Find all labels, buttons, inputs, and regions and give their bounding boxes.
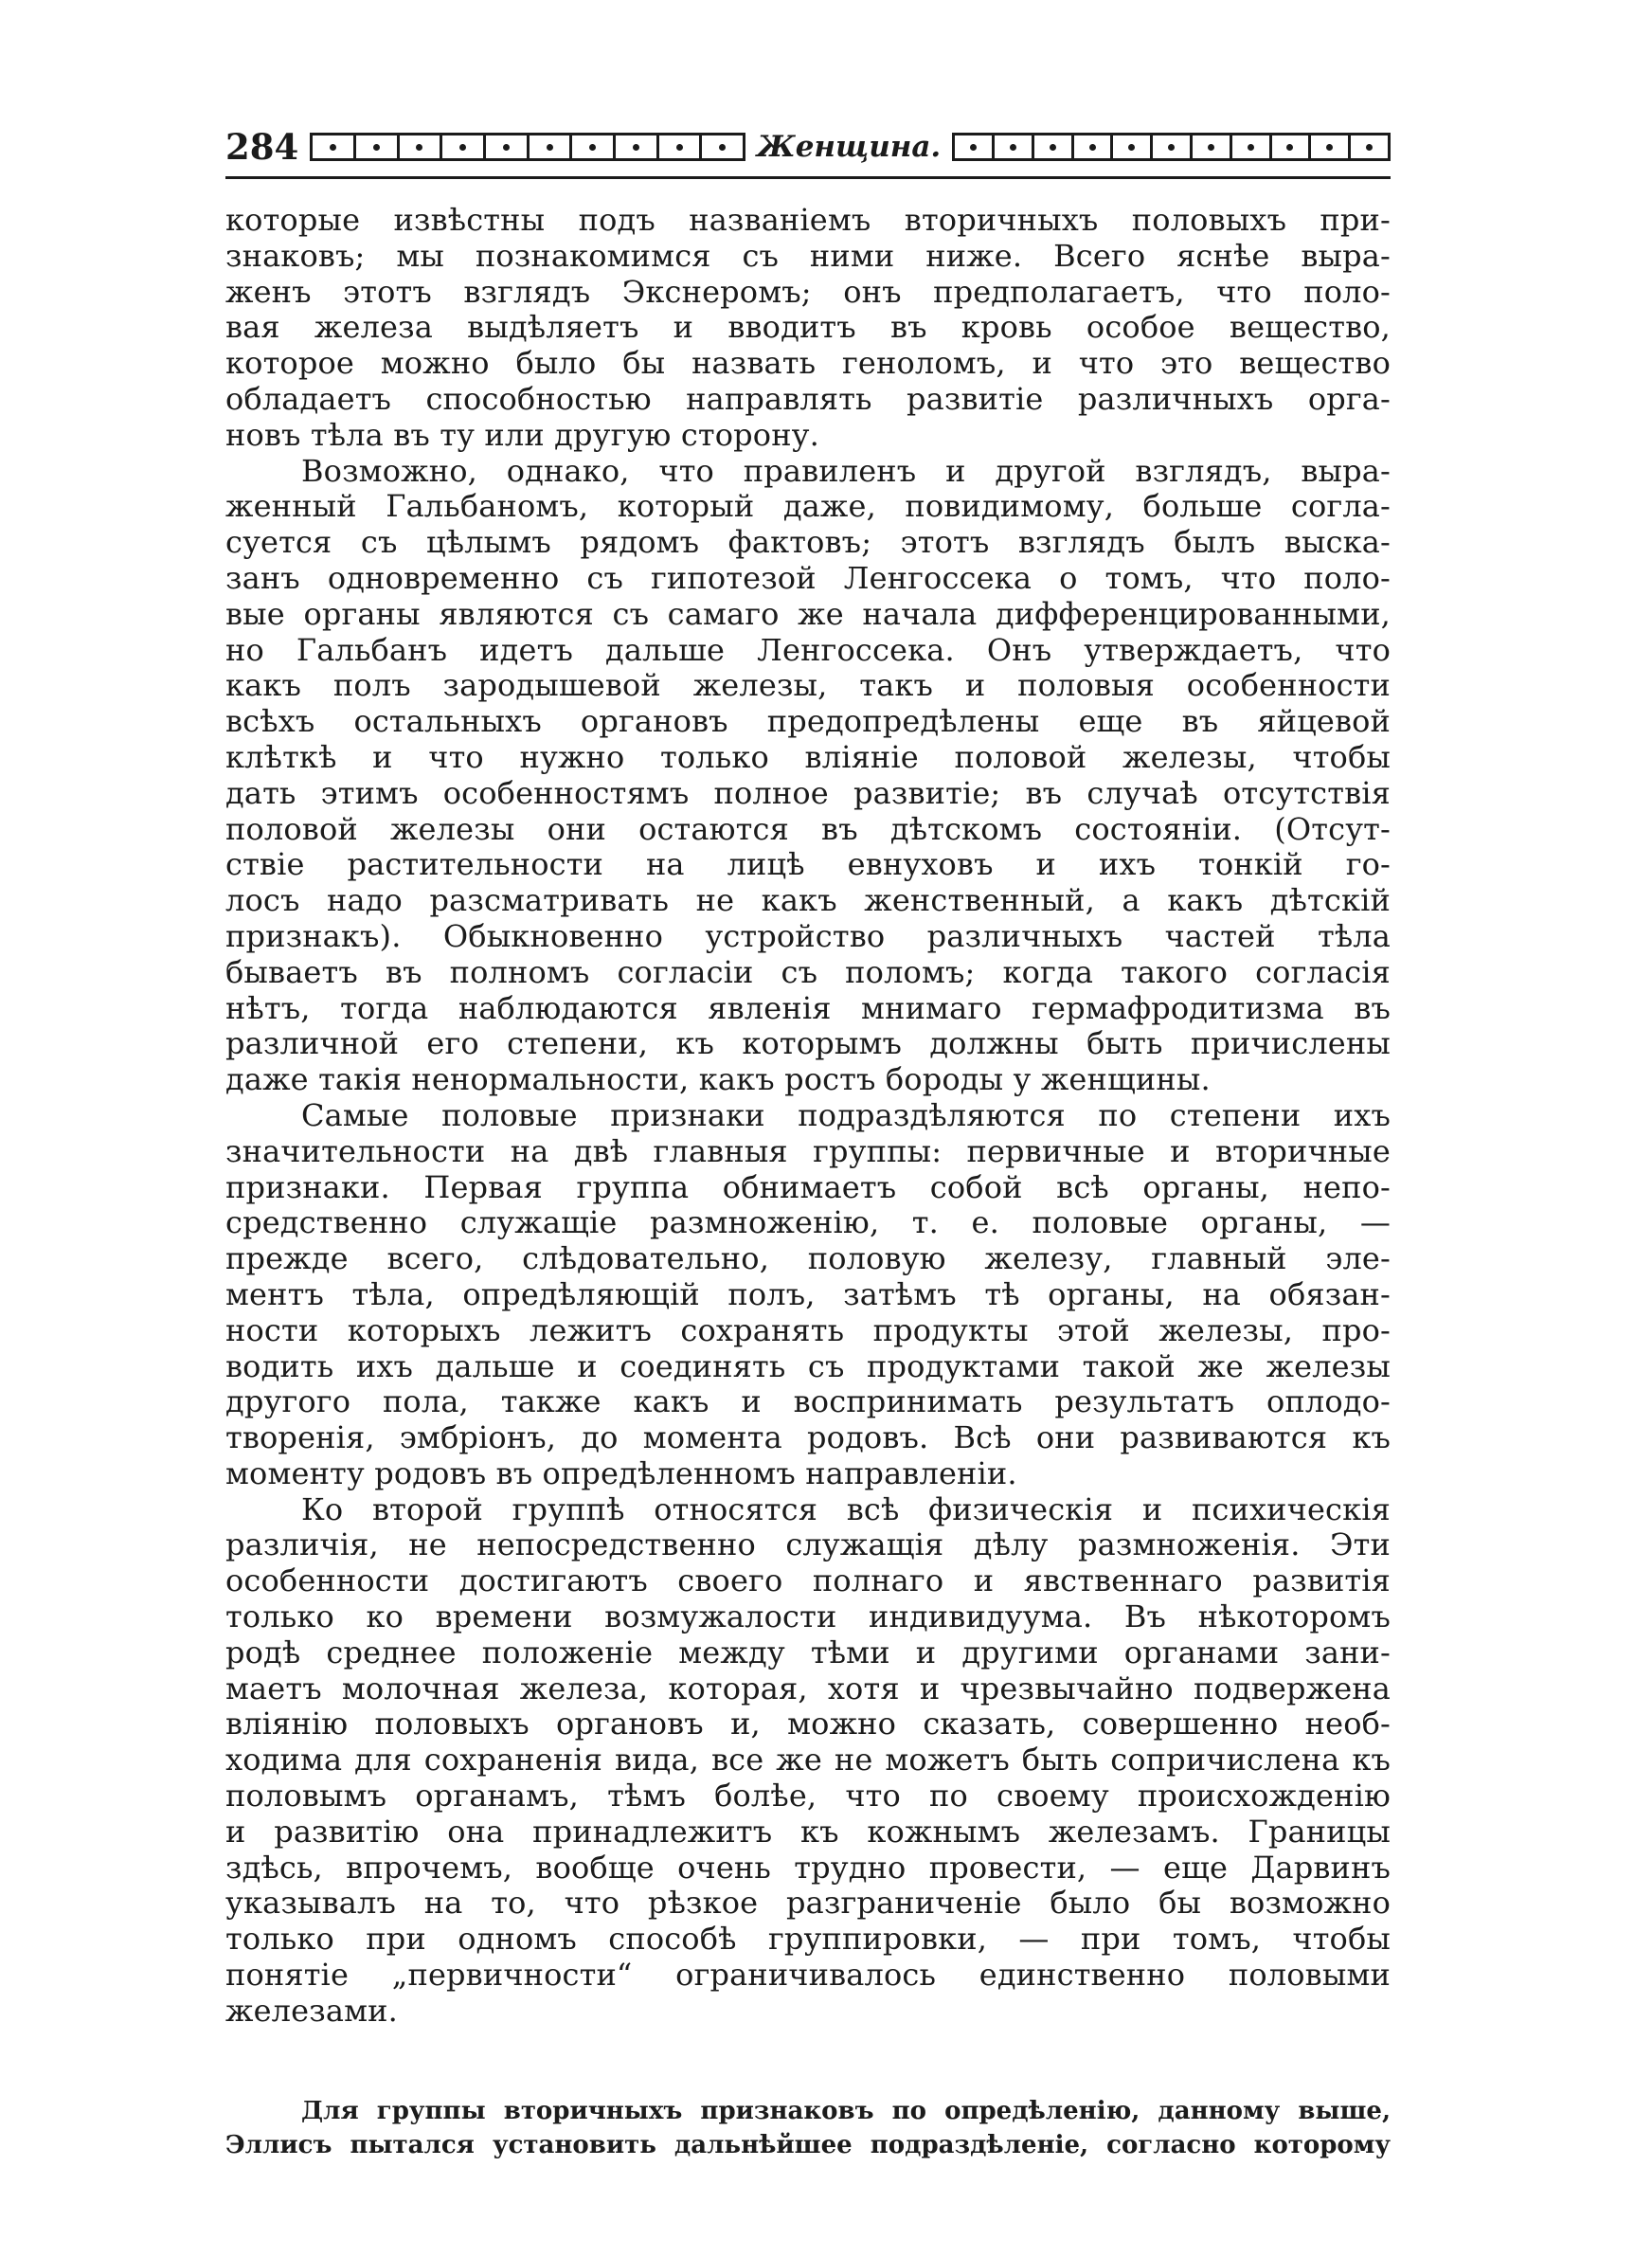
text-line: только при одномъ способѣ группировки, — при томъ, чтобы — [225, 1921, 1391, 1958]
text-line: признакъ). Обыкновенно устройство различныхъ частей тѣла — [225, 917, 1391, 954]
text-line: средственно служащіе размноженію, т. е. половые органы, — — [225, 1204, 1391, 1241]
text-line: занъ одновременно съ гипотезой Ленгоссека о томъ, что поло- — [225, 559, 1391, 596]
text-line: и развитію она принадлежитъ къ кожнымъ железамъ. Границы — [225, 1813, 1391, 1850]
footnote-line: Эллисъ пытался установить дальнѣйшее подраздѣленіе, согласно которому — [225, 2131, 1391, 2159]
text-line: железами. — [225, 1992, 398, 2029]
footnote-line: Для группы вторичныхъ признаковъ по опредѣленію, данному выше, — [301, 2097, 1391, 2125]
footnote — [225, 2094, 1391, 2162]
text-line: моменту родовъ въ опредѣленномъ направленіи. — [225, 1454, 1017, 1491]
text-line: ствіе растительности на лицѣ евнуховъ и ихъ тонкій го- — [225, 846, 1391, 883]
text-line: всѣхъ остальныхъ органовъ предопредѣлены еще въ яйцевой — [225, 703, 1391, 740]
text-line: ментъ тѣла, опредѣляющій полъ, затѣмъ тѣ органы, на обязан- — [225, 1275, 1391, 1312]
text-line: другого пола, также какъ и воспринимать результатъ оплодо- — [225, 1383, 1391, 1420]
text-line: прежде всего, слѣдовательно, половую железу, главный эле- — [225, 1240, 1391, 1277]
running-header — [225, 125, 1391, 169]
text-line: какъ полъ зародышевой железы, такъ и половыя особенности — [225, 667, 1391, 704]
text-line: половой железы они остаются въ дѣтскомъ состояніи. (Отсут- — [225, 810, 1391, 847]
text-line: вые органы являются съ самаго же начала дифференцированными, — [225, 595, 1391, 632]
text-line: различной его степени, къ которымъ должны быть причислены — [225, 1025, 1391, 1062]
text-line: только ко времени возмужалости индивидуума. Въ нѣкоторомъ — [225, 1598, 1391, 1635]
text-line: дать этимъ особенностямъ полное развитіе; въ случаѣ отсутствія — [225, 774, 1391, 811]
text-line: творенія, эмбріонъ, до момента родовъ. Всѣ они развиваются къ — [225, 1419, 1391, 1456]
text-line: которые извѣстны подъ названіемъ вторичныхъ половыхъ при- — [225, 202, 1391, 238]
text-line: суется съ цѣлымъ рядомъ фактовъ; этотъ взглядъ былъ выска- — [225, 524, 1391, 561]
text-line: но Гальбанъ идетъ дальше Ленгоссека. Онъ утверждаетъ, что — [225, 631, 1391, 668]
header-rule — [225, 176, 1391, 179]
text-line: родѣ среднее положеніе между тѣми и другими органами зани- — [225, 1634, 1391, 1670]
text-line: половымъ органамъ, тѣмъ болѣе, что по своему происхожденію — [225, 1778, 1391, 1815]
text-line: нѣтъ, тогда наблюдаются явленія мнимаго гермафродитизма въ — [225, 989, 1391, 1026]
text-line: женъ этотъ взглядъ Экснеромъ; онъ предполагаетъ, что поло- — [225, 273, 1391, 310]
text-line: даже такія ненормальности, какъ ростъ бороды у женщины. — [225, 1061, 1211, 1098]
text-line: вліянію половыхъ органовъ и, можно сказать, совершенно необ- — [225, 1706, 1391, 1742]
text-line: различія, не непосредственно служащія дѣлу размноженія. Эти — [225, 1526, 1391, 1563]
text-line: женный Гальбаномъ, который даже, повидимому, больше согла- — [225, 488, 1391, 525]
paragraph — [225, 1098, 1391, 1492]
text-line: новъ тѣла въ ту или другую сторону. — [225, 416, 819, 453]
text-line: которое можно было бы назвать геноломъ, и что это вещество — [225, 345, 1391, 382]
text-line: знаковъ; мы познакомимся съ ними ниже. Всего яснѣе выра- — [225, 237, 1391, 274]
paragraph — [225, 454, 1391, 1098]
text-line: Возможно, однако, что правиленъ и другой взглядъ, выра- — [301, 452, 1391, 489]
text-line: указывалъ на то, что рѣзкое разграниченіе было бы возможно — [225, 1885, 1391, 1922]
body-text — [225, 203, 1391, 2030]
paragraph — [225, 203, 1391, 454]
header-ornament-right — [952, 133, 1391, 161]
text-line: Самые половые признаки подраздѣляются по степени ихъ — [301, 1096, 1391, 1133]
text-line: признаки. Первая группа обнимаетъ собой всѣ органы, непо- — [225, 1168, 1391, 1205]
running-title: Женщина. — [757, 130, 942, 164]
text-line: Ко второй группѣ относятся всѣ физическія и психическія — [301, 1490, 1391, 1527]
text-line: ходима для сохраненія вида, все же не можетъ быть сопричислена къ — [225, 1742, 1391, 1779]
text-line: водить ихъ дальше и соединять съ продуктами такой же железы — [225, 1347, 1391, 1384]
text-line: значительности на двѣ главныя группы: первичные и вторичные — [225, 1132, 1391, 1169]
text-line: особенности достигаютъ своего полнаго и явственнаго развитія — [225, 1562, 1391, 1599]
text-line: обладаетъ способностью направлять развитіе различныхъ орга- — [225, 380, 1391, 417]
text-line: клѣткѣ и что нужно только вліяніе половой железы, чтобы — [225, 738, 1391, 775]
paragraph — [225, 1492, 1391, 2030]
text-line: вая железа выдѣляетъ и вводитъ въ кровь особое вещество, — [225, 309, 1391, 346]
text-line: бываетъ въ полномъ согласіи съ поломъ; когда такого согласія — [225, 953, 1391, 990]
text-line: маетъ молочная железа, которая, хотя и чрезвычайно подвержена — [225, 1670, 1391, 1706]
text-line: ности которыхъ лежитъ сохранять продукты этой железы, про- — [225, 1311, 1391, 1348]
text-line: здѣсь, впрочемъ, вообще очень трудно провести, — еще Дарвинъ — [225, 1849, 1391, 1886]
header-ornament-left — [310, 133, 745, 161]
text-line: понятіе „первичности“ ограничивалось единственно половыми — [225, 1957, 1391, 1994]
page-number: 284 — [225, 126, 299, 168]
text-line: лосъ надо разсматривать не какъ женственный, а какъ дѣтскій — [225, 882, 1391, 919]
